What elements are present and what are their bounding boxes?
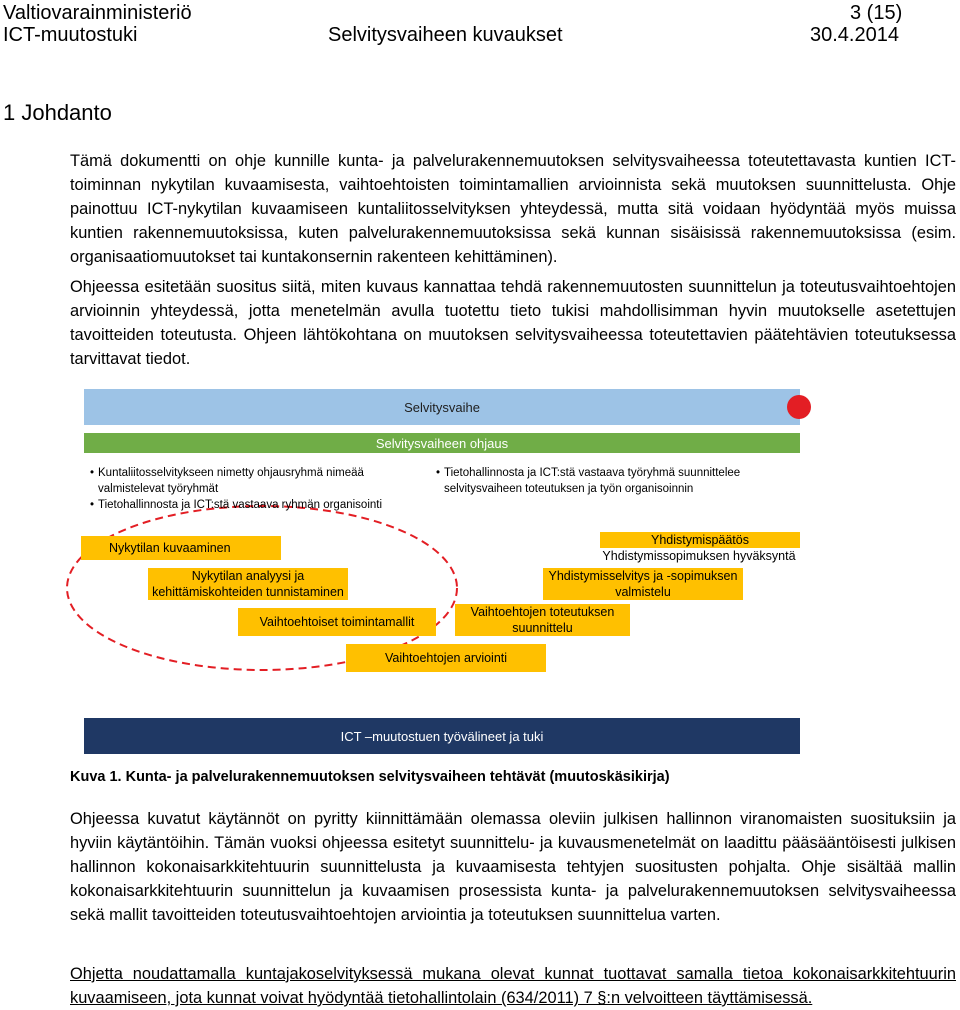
document-title: Selvitysvaiheen kuvaukset — [328, 24, 563, 46]
task-implementation: Vaihtoehtojen toteutuksen suunnittelu — [455, 604, 630, 636]
phase-bar: Selvitysvaihe — [84, 389, 800, 425]
phase-marker-icon — [787, 395, 811, 419]
task-evaluation: Vaihtoehtojen arviointi — [346, 644, 546, 672]
task-analysis: Nykytilan analyysi ja kehittämiskohteiden tunnistaminen — [148, 568, 348, 600]
body-paragraph-4: Ohjetta noudattamalla kuntajakoselvityksessä mukana olevat kunnat tuottavat samalla tietoa kokonaisarkkitehtuurin kuvaamiseen, jota kunnat voivat hyödyntää tietohallintolain (634/2011) 7 §:n velvoitteen täyttämisessä. — [70, 965, 956, 1007]
guidance-left-list — [90, 465, 430, 513]
intro-paragraph-2: Ohjeessa esitetään suositus siitä, miten kuvaus kannattaa tehdä rakennemuutosten suunnittelun ja toteutusvaihtoehtojen arvioinnin yhteydessä, jotta menetelmän avulla tuotettu tieto tukisi mahdollisimman hyvin muutokselle asetettujen tavoitteiden toteutusta. Ohjeen lähtökohtana on muutoksen selvitysvaiheessa toteutettavien päätehtävien toteutuksessa tarvittavat tiedot. — [70, 278, 956, 368]
guidance-right-item: • Tietohallinnosta ja ICT:stä vastaava työryhmä suunnittelee selvitysvaiheen toteutuksen ja työn organisoinnin — [436, 465, 796, 497]
ministry-name: Valtiovarainministeriö — [3, 2, 192, 24]
body-paragraph-3: Ohjeessa kuvatut käytännöt on pyritty kiinnittämään olemassa oleviin julkisen hallinnon viranomaisten suosituksiin ja hyviin käytäntöihin. Tämän vuoksi ohjeessa esitetyt suunnittelu- ja kuvausmenetelmät on laadittu pääsääntöisesti julkisen hallinnon kokonaisarkkitehtuurin suunnittelusta ja kuvaamisesta tehtyjen suositusten pohjalta. Ohje sisältää mallin kokonaisarkkitehtuurin suunnittelun ja kuvaamisen prosessista kunta- ja palvelurakennemuutoksen selvitysvaiheessa sekä mallit tavoitteiden toteutusvaihtoehtojen arviointia ja toteutuksen suunnittelua varten. — [70, 810, 956, 924]
program-name: ICT-muutostuki — [3, 24, 138, 46]
task-current-state: Nykytilan kuvaaminen — [81, 536, 281, 560]
task-merger-study: Yhdistymisselvitys ja -sopimuksen valmistelu — [543, 568, 743, 600]
tools-bar: ICT –muutostuen työvälineet ja tuki — [84, 718, 800, 754]
figure-caption: Kuva 1. Kunta- ja palvelurakennemuutoksen selvitysvaiheen tehtävät (muutoskäsikirja) — [70, 769, 670, 785]
task-decision: Yhdistymispäätös — [600, 532, 800, 548]
guidance-left-item: • Kuntaliitosselvitykseen nimetty ohjausryhmä nimeää valmistelevat työryhmät — [90, 465, 430, 497]
intro-paragraph-1: Tämä dokumentti on ohje kunnille kunta- ja palvelurakennemuutoksen selvitysvaiheessa toteutettavasta kuntien ICT-toiminnan nykytilan kuvaamisesta, vaihtoehtoisten toimintamallien arvioinnista sekä muutoksen suunnittelusta. Ohje painottuu ICT-nykytilan kuvaamiseen kuntaliitosselvityksen yhteydessä, mutta sitä voidaan hyödyntää myös muissa kuntien rakennemuutoksissa, kuten palvelurakennemuutoksissa sekä kunnan sisäisissä rakennemuutoksissa (esim. organisaatiomuutokset tai kuntakonsernin rakenteen kehittäminen). — [70, 152, 956, 266]
guidance-left-item: • Tietohallinnosta ja ICT:stä vastaava ryhmän organisointi — [90, 497, 430, 513]
guidance-bar: Selvitysvaiheen ohjaus — [84, 433, 800, 453]
document-date: 30.4.2014 — [810, 24, 899, 46]
page-number: 3 (15) — [850, 2, 903, 24]
section-heading: 1 Johdanto — [3, 100, 112, 125]
task-alternatives: Vaihtoehtoiset toimintamallit — [238, 608, 436, 636]
guidance-right-list — [436, 465, 796, 497]
task-approval: Yhdistymissopimuksen hyväksyntä — [602, 549, 796, 563]
